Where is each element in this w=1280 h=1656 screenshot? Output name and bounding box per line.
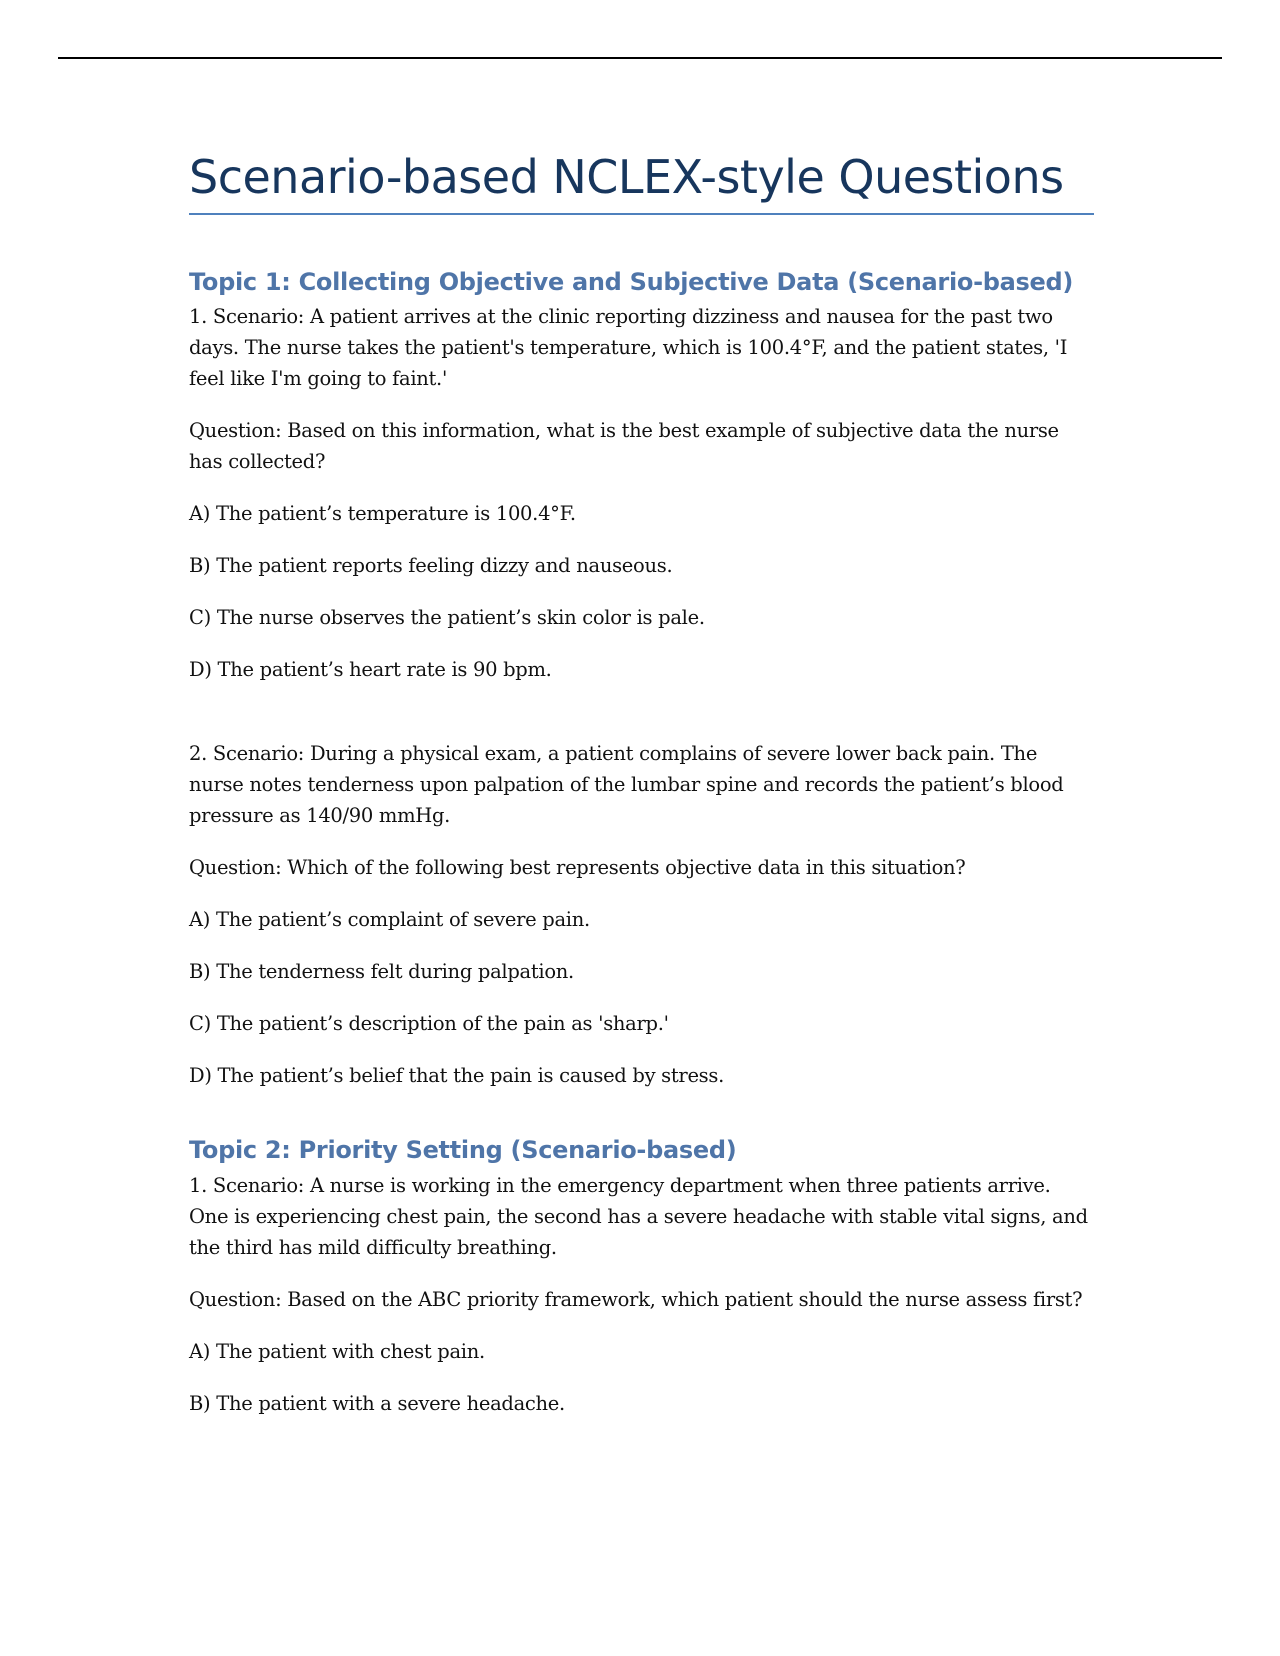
topic-1-question-1 (189, 301, 1094, 685)
document-title: Scenario-based NCLEX-style Questions (189, 150, 1094, 215)
question-text: Question: Based on this information, what is the best example of subjective data the nurse has collected? (189, 419, 1059, 474)
answer-option-a: A) The patient with chest pain. (189, 1339, 485, 1363)
answer-option-d: D) The patient’s heart rate is 90 bpm. (189, 658, 552, 682)
topic-1-heading: Topic 1: Collecting Objective and Subjective Data (Scenario-based) (189, 268, 1074, 297)
topic-2-question-1 (189, 1170, 1094, 1419)
header-rule (58, 57, 1222, 59)
topic-1-section (189, 267, 1094, 1091)
answer-option-b: B) The patient with a severe headache. (189, 1391, 565, 1415)
scenario-text: 2. Scenario: During a physical exam, a patient complains of severe lower back pain. The nurse notes tenderness upon palpation of the lumbar spine and records the patient’s blood pressure as 140/90 mmHg. (189, 742, 1064, 828)
question-text: Question: Which of the following best represents objective data in this situation? (189, 856, 966, 880)
question-text: Question: Based on the ABC priority framework, which patient should the nurse assess first? (189, 1287, 1083, 1311)
document-body (189, 150, 1094, 1440)
topic-2-section (189, 1135, 1094, 1418)
answer-option-d: D) The patient’s belief that the pain is caused by stress. (189, 1064, 724, 1088)
topic-1-question-2 (189, 738, 1094, 1091)
answer-option-a: A) The patient’s complaint of severe pain. (189, 908, 590, 932)
scenario-text: 1. Scenario: A nurse is working in the emergency department when three patients arrive. One is experiencing chest pain, the second has a severe headache with stable vital signs, and the third has mild difficulty breathing. (189, 1173, 1088, 1259)
scenario-text: 1. Scenario: A patient arrives at the clinic reporting dizziness and nausea for the past two days. The nurse takes the patient's temperature, which is 100.4°F, and the patient states, 'I feel like I'm going to faint.' (189, 305, 1068, 391)
answer-option-b: B) The tenderness felt during palpation. (189, 960, 574, 984)
answer-option-a: A) The patient’s temperature is 100.4°F. (189, 502, 576, 526)
answer-option-b: B) The patient reports feeling dizzy and nauseous. (189, 554, 673, 578)
answer-option-c: C) The patient’s description of the pain as 'sharp.' (189, 1012, 669, 1036)
answer-option-c: C) The nurse observes the patient’s skin color is pale. (189, 606, 705, 630)
topic-2-heading: Topic 2: Priority Setting (Scenario-based) (189, 1136, 737, 1165)
